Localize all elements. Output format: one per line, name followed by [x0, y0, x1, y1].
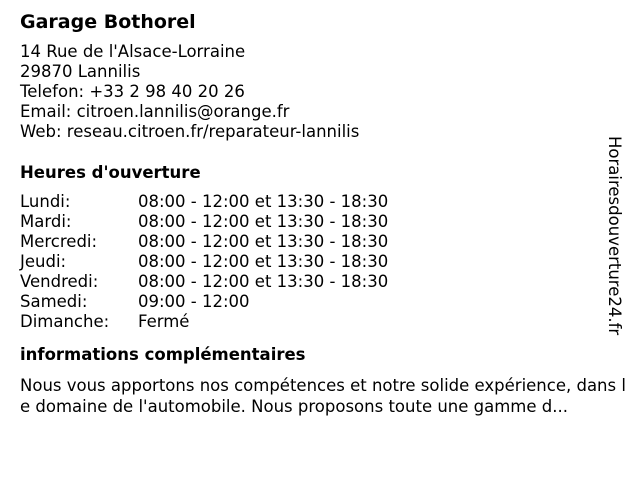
hours-day: Jeudi:: [20, 252, 67, 271]
info-description: Nous vous apportons nos compétences et notre solide expérience, dans le domaine de l'automobile. Nous proposons toute une gamme d...: [20, 376, 626, 416]
hours-time: 08:00 - 12:00 et 13:30 - 18:30: [138, 232, 389, 251]
hours-row-jeudi: [20, 252, 620, 272]
hours-title: Heures d'ouverture: [20, 163, 201, 182]
hours-day: Samedi:: [20, 292, 88, 311]
hours-day: Mardi:: [20, 212, 72, 231]
hours-row-vendredi: [20, 272, 620, 292]
address-block: [20, 42, 620, 142]
hours-row-lundi: [20, 192, 620, 212]
side-brand-text: Horairesdouverture24.fr: [605, 136, 624, 336]
hours-day: Dimanche:: [20, 312, 110, 331]
address-city: 29870 Lannilis: [20, 62, 141, 81]
hours-time: 08:00 - 12:00 et 13:30 - 18:30: [138, 252, 389, 271]
hours-time: 08:00 - 12:00 et 13:30 - 18:30: [138, 272, 389, 291]
hours-row-dimanche: [20, 312, 620, 332]
hours-row-mercredi: [20, 232, 620, 252]
hours-time: Fermé: [138, 312, 190, 331]
hours-time: 09:00 - 12:00: [138, 292, 250, 311]
hours-time: 08:00 - 12:00 et 13:30 - 18:30: [138, 192, 389, 211]
hours-day: Mercredi:: [20, 232, 98, 251]
hours-time: 08:00 - 12:00 et 13:30 - 18:30: [138, 212, 389, 231]
info-title: informations complémentaires: [20, 345, 306, 364]
hours-row-mardi: [20, 212, 620, 232]
hours-day: Vendredi:: [20, 272, 99, 291]
address-street: 14 Rue de l'Alsace-Lorraine: [20, 42, 246, 61]
business-card: [20, 10, 626, 417]
hours-day: Lundi:: [20, 192, 71, 211]
web-line: Web: reseau.citroen.fr/reparateur-lannilis: [20, 122, 360, 141]
hours-row-samedi: [20, 292, 620, 312]
email-line: Email: citroen.lannilis@orange.fr: [20, 102, 290, 121]
hours-table: [20, 192, 620, 332]
business-name: Garage Bothorel: [20, 11, 196, 33]
phone-line: Telefon: +33 2 98 40 20 26: [20, 82, 245, 101]
